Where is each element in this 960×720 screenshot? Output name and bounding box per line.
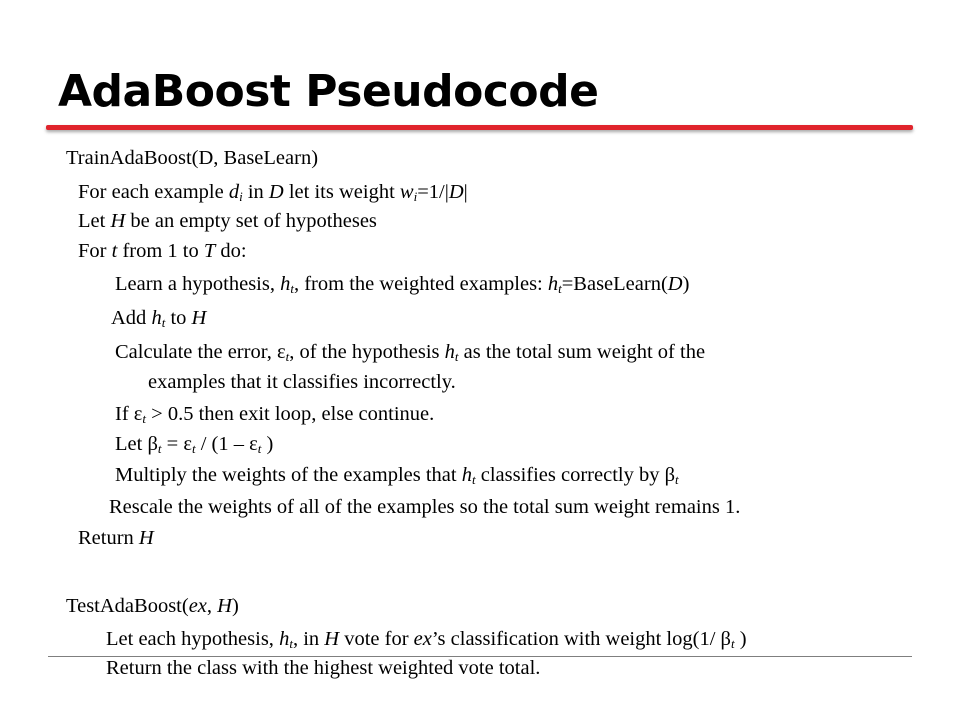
train-line-calculate-error-cont: examples that it classifies incorrectly.: [148, 371, 456, 393]
train-line-for-loop: For t from 1 to T do:: [78, 240, 247, 262]
title-underline: [46, 125, 913, 130]
train-line-empty-set: Let H be an empty set of hypotheses: [78, 210, 377, 232]
train-line-weights-init: For each example $d_i$ in D let its weight $w_i=1/|D|$: [78, 181, 468, 204]
train-line-add-hypothesis: Add $h_t$ to H: [111, 307, 207, 330]
train-line-exit-check: If $\varepsilon_t > 0.5$ then exit loop, else continue.: [115, 403, 435, 426]
train-line-beta: Let $\beta_t = \varepsilon_t / (1 - \varepsilon_t$ ): [115, 433, 274, 456]
test-line-return: Return the class with the highest weighted vote total.: [106, 657, 541, 679]
train-line-learn-hypothesis: Learn a hypothesis, $h_t$, from the weighted examples: $h_t=BaseLearn(D)$: [115, 273, 690, 296]
train-header: TrainAdaBoost(D, BaseLearn): [66, 147, 319, 169]
test-line-vote: Let each hypothesis, $h_t$, in H vote for ex’s classification with weight log(1/ $\beta_t$ ): [106, 628, 747, 651]
train-line-rescale: Rescale the weights of all of the examples so the total sum weight remains 1.: [109, 496, 741, 518]
train-line-calculate-error: Calculate the error, $\varepsilon_t$, of the hypothesis $h_t$ as the total sum weight of the: [115, 341, 706, 364]
slide-title: AdaBoost Pseudocode: [58, 66, 599, 117]
test-header: TestAdaBoost(ex, H): [66, 595, 239, 617]
train-line-return: Return H: [78, 527, 154, 549]
train-line-multiply-weights: Multiply the weights of the examples that $h_t$ classifies correctly by $\beta_t$: [115, 464, 679, 487]
